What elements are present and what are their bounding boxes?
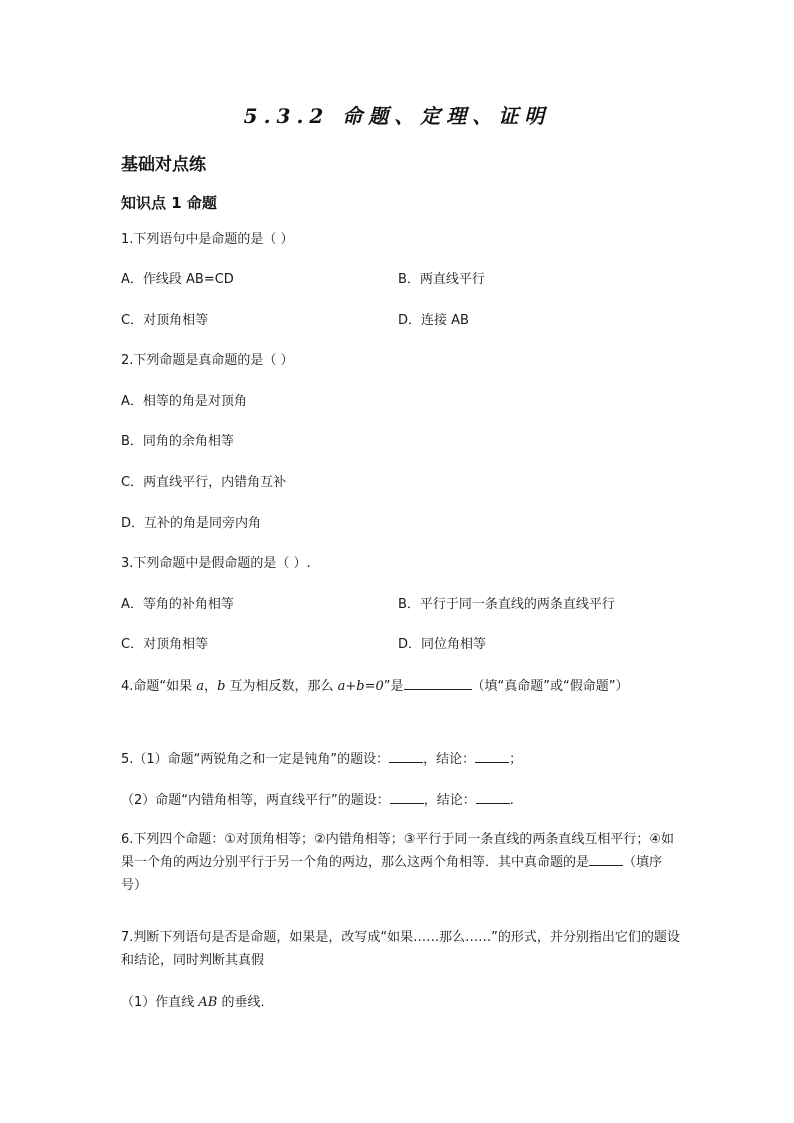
question-3-stem: 3.下列命题中是假命题的是（ ）. <box>121 556 311 571</box>
section-heading: 基础对点练 <box>121 155 206 175</box>
question-3-option-a: A．等角的补角相等 <box>121 597 234 612</box>
question-1-stem: 1.下列语句中是命题的是（ ） <box>121 232 294 247</box>
q4-sep: ， <box>204 679 218 694</box>
question-2-stem: 2.下列命题是真命题的是（ ） <box>121 353 294 368</box>
q7-1-pre: （1）作直线 <box>121 995 199 1010</box>
q4-answer-blank[interactable] <box>404 677 472 690</box>
question-7: 7.判断下列语句是否是命题，如果是，改写成“如果……那么……”的形式，并分别指出它们的题设和结论，同时判断其真假 <box>121 930 680 968</box>
q5-1-premise-blank[interactable] <box>389 750 423 763</box>
q7-1-var: AB <box>198 995 218 1010</box>
question-5-part-1 <box>121 750 522 769</box>
page-title: 5.3.2 命题、定理、证明 <box>243 104 551 128</box>
knowledge-point-heading: 知识点 1 命题 <box>121 194 217 212</box>
question-4 <box>121 677 629 696</box>
q4-text-pre: 4.命题“如果 <box>121 679 197 694</box>
q5-1-conclusion-blank[interactable] <box>475 750 509 763</box>
question-2-option-b: B．同角的余角相等 <box>121 434 234 449</box>
question-3-option-b: B．平行于同一条直线的两条直线平行 <box>398 597 615 612</box>
q4-text-post1: ”是 <box>383 679 404 694</box>
q4-text-post2: （填“真命题”或“假命题”） <box>471 679 629 694</box>
q4-text-mid: 互为相反数，那么 <box>225 679 338 694</box>
q5-1-end: ； <box>509 752 523 767</box>
q5-2-text: （2）命题“内错角相等，两直线平行”的题设： <box>121 793 390 808</box>
question-5-part-2 <box>121 791 514 810</box>
q6-end: （填序号） <box>121 855 663 893</box>
q4-expression: a+b=0 <box>337 679 384 694</box>
q7-1-post: 的垂线． <box>217 995 274 1010</box>
q6-text: 6.下列四个命题：①对顶角相等；②内错角相等；③平行于同一条直线的两条直线互相平行；④如果一个角的两边分别平行于另一个角的两边，那么这两个角相等．其中真命题的是 <box>121 832 675 870</box>
question-1-option-d: D．连接 AB <box>398 313 469 328</box>
q4-var-b: b <box>217 679 226 694</box>
q6-answer-blank[interactable] <box>589 853 623 866</box>
question-2-option-a: A．相等的角是对顶角 <box>121 394 247 409</box>
q5-1-text: 5.（1）命题“两锐角之和一定是钝角”的题设： <box>121 752 390 767</box>
q5-1-mid: ，结论： <box>423 752 476 767</box>
q5-2-premise-blank[interactable] <box>390 791 424 804</box>
question-1-option-b: B．两直线平行 <box>398 272 485 287</box>
q4-var-a: a <box>196 679 205 694</box>
question-3-option-d: D．同位角相等 <box>398 637 487 652</box>
question-6 <box>121 828 681 897</box>
q5-2-end: . <box>509 793 514 808</box>
q5-2-mid: ，结论： <box>423 793 476 808</box>
question-1-option-a: A．作线段 AB=CD <box>121 272 234 287</box>
question-7-sub-1 <box>121 994 274 1012</box>
question-1-option-c: C．对顶角相等 <box>121 313 209 328</box>
question-2-option-d: D．互补的角是同旁内角 <box>121 516 262 531</box>
question-3-option-c: C．对顶角相等 <box>121 637 209 652</box>
q5-2-conclusion-blank[interactable] <box>476 791 510 804</box>
question-2-option-c: C．两直线平行，内错角互补 <box>121 475 287 490</box>
